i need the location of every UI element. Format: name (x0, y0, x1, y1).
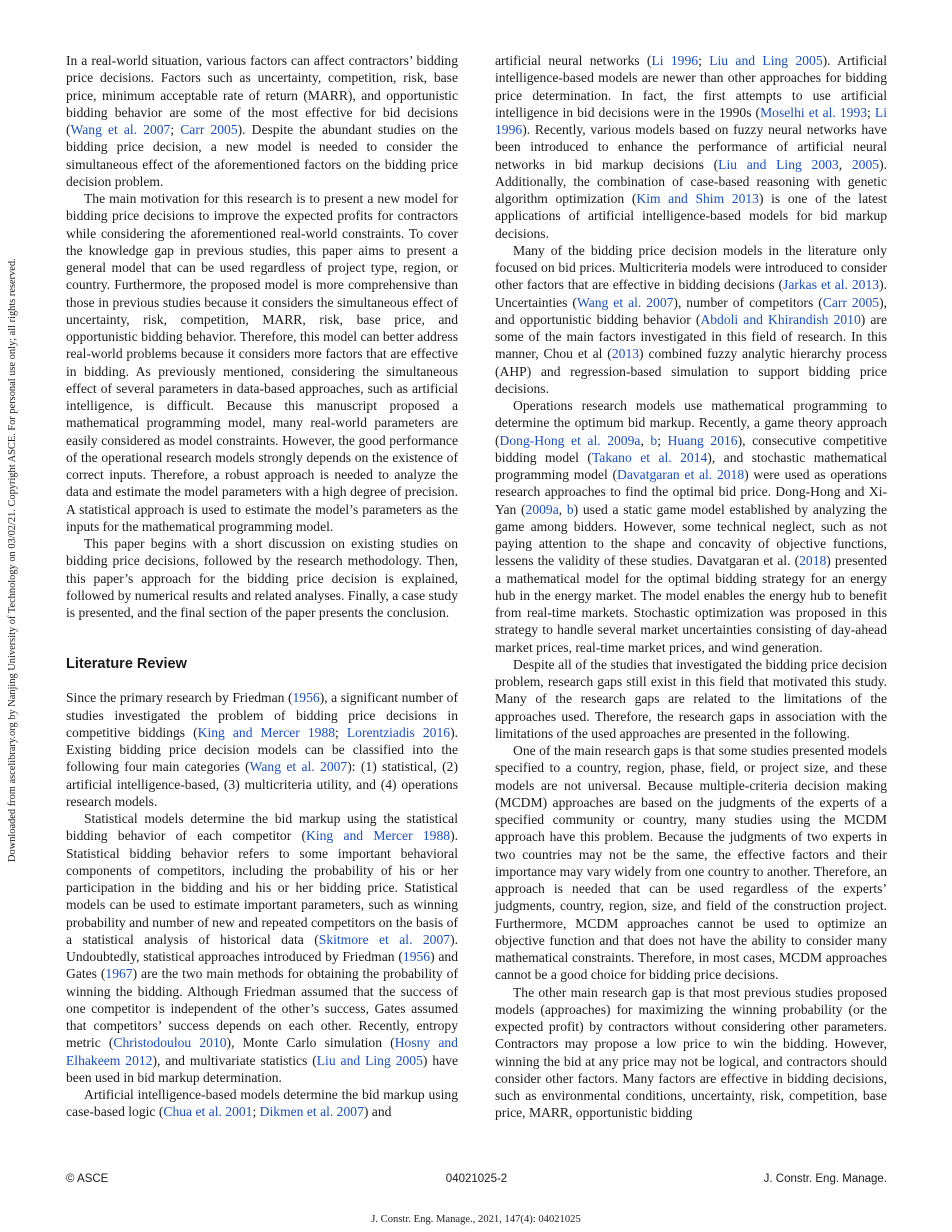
citation-link[interactable]: Huang 2016 (667, 432, 738, 448)
citation-link[interactable]: Chua et al. 2001 (163, 1104, 253, 1120)
paragraph (495, 656, 887, 742)
paragraph-text: ) have been used in bid markup determination. (66, 1052, 459, 1085)
paragraph-text: ). Recently, various models based on fuzzy neural networks have been introduced to enhance the performance of artificial neural networks in bid markup decisions ( (495, 122, 887, 172)
paragraph-text: The main motivation for this research is to present a new model for bidding price decisions to improve the expected profits for contractors while considering the aforementioned real-world constraints. To cover the knowledge gap in previous studies, this paper aims to present a general model that can be used regardless of project type, region, or country. Furthermore, the proposed model is more comprehensive than those in previous studies because it considers the simultaneous effect of uncertainty, risk, competition, MARR, risk, base price, and opportunistic bidding behavior. Therefore, this model can better address real-world problems because it considers more factors that are effective in bidding. As previously mentioned, considering the simultaneous effect of several parameters in data-based approaches, such as artificial intelligence, is difficult. Because this manuscript proposed a mathematical programming model, many real-world parameters are easily considered as model constraints. However, the good performance of the operational research models strongly depends on the existence of correct inputs. Therefore, a robust approach is needed to analyze the data and estimate the model parameters with a high degree of precision. A statistical approach is used to estimate the model’s parameters as the inputs for the mathematical programming model. (66, 191, 458, 534)
citation-link[interactable]: Wang et al. 2007 (70, 122, 171, 137)
copyright-label: © ASCE (66, 1173, 109, 1185)
citation-link[interactable]: Jarkas et al. 2013 (783, 277, 880, 293)
paragraph-text: , (640, 432, 651, 448)
paragraph (495, 742, 887, 984)
paragraph-text: Artificial intelligence-based models determine the bid markup using case-based logic ( (66, 1087, 458, 1120)
paragraph-text: artificial neural networks ( (495, 53, 652, 68)
citation-link[interactable]: 1956 (402, 949, 431, 964)
citation-link[interactable]: b (566, 501, 574, 517)
citation-link[interactable]: Skitmore et al. 2007 (318, 931, 451, 947)
download-notice: Downloaded from ascelibrary.org by Nanjing University of Technology on 03/02/21. Copyright ASCE. For personal use only; all rights reserved. (7, 258, 18, 862)
citation-link[interactable]: Dikmen et al. 2007 (259, 1104, 364, 1120)
paragraph-text: ) are some of the main factors investigated in this field of research. In this manner, Chou et al ( (495, 311, 887, 362)
citation-link[interactable]: Hosny and Elhakeem 2012 (66, 1035, 458, 1068)
citation-link[interactable]: Dong-Hong et al. 2009a (499, 432, 641, 448)
paragraph-text: ) used a static game model established by analyzing the game among bidders. However, some technical neglect, such as not paying attention to the shape and concavity of objective functions, lessens the validity of these studies. Davatgaran et al. ( (495, 501, 887, 569)
paragraph-text: ), and stochastic mathematical programming model ( (495, 449, 888, 482)
citation-link[interactable]: Lorentziadis 2016 (346, 724, 451, 740)
paragraph-text: ). Uncertainties ( (495, 277, 887, 310)
citation-link[interactable]: 1967 (105, 966, 133, 982)
paragraph-text: ; (657, 432, 668, 448)
paragraph-text: , (838, 156, 852, 172)
paragraph (66, 52, 458, 190)
paragraph-text: Despite all of the studies that investigated the bidding price decision problem, research gaps still exist in this field that motivated this study. Many of the research gaps are related to the limitations of the approaches used. Therefore, the research gaps in association with the limitations of the used approaches are presented in the following. (495, 656, 887, 741)
paragraph-text: ), and multivariate statistics ( (152, 1052, 317, 1068)
citation-link[interactable]: Li 1996 (651, 53, 699, 68)
paragraph-text: ; (867, 104, 875, 120)
citation-link[interactable]: Carr 2005 (822, 294, 880, 310)
paragraph-text: ) and (363, 1104, 392, 1120)
paragraph-text: ), Monte Carlo simulation ( (226, 1035, 395, 1051)
paragraph-text: ). Statistical bidding behavior refers to some important behavioral components of competitors, including the probability of his or her participation in the bidding and his or her bidding price. Statistical models can be used to estimate important parameters, such as winning probability and number of new and repeated competitors on the basis of a statistical analysis of historical data ( (66, 828, 458, 947)
paragraph (66, 810, 458, 1086)
citation-link[interactable]: Li 1996 (495, 104, 887, 137)
paragraph-text: Operations research models use mathematical programming to determine the optimum bid markup. Recently, a game theory approach ( (495, 398, 887, 448)
paragraph-text: ) combined fuzzy analytic hierarchy process (AHP) and regression-based simulation to support bidding price decisions. (495, 346, 887, 396)
paragraph-text: ). Existing bidding price decision models can be classified into the following four main categories ( (66, 724, 458, 775)
paragraph-text: ), number of competitors ( (673, 294, 823, 310)
citation-link[interactable]: 1956 (292, 690, 320, 706)
section-heading: Literature Review (66, 656, 187, 673)
citation-link[interactable]: Kim and Shim 2013 (636, 191, 759, 206)
left-column (66, 52, 458, 1121)
article-number: 04021025-2 (445, 1173, 508, 1185)
paragraph-text: The other main research gap is that most previous studies proposed models (approaches) for maximizing the winning probability (or the expected profit) by contractors without considering other parameters. Contractors may propose a low price to win the bidding. However, winning the bid at any price may not be logical, and contractors should consider other factors. Many factors are effective in bidding decisions, such as environmental conditions, uncertainty, risk, competition, base price, MARR, opportunistic bidding (495, 984, 887, 1121)
right-column (495, 52, 887, 1122)
citation-line: J. Constr. Eng. Manage., 2021, 147(4): 04021025 (371, 1214, 581, 1225)
paragraph-text: ; (170, 122, 181, 137)
citation-link[interactable]: Takano et al. 2014 (591, 449, 708, 465)
paragraph-text: ) were used as operations research approaches to find the optimal bid price. Dong-Hong and Xi-Yan ( (495, 467, 887, 517)
citation-link[interactable]: Wang et al. 2007 (249, 759, 348, 775)
paragraph-text: ): (1) statistical, (2) artificial intelligence-based, (3) multicriteria utility, and (4) operations research models. (66, 759, 458, 809)
journal-name: J. Constr. Eng. Manage. (763, 1173, 887, 1185)
paragraph-text: ) are the two main methods for obtaining the probability of winning the bidding. Although Friedman assumed that the success of one competitor is independent of the other’s success, Gates assumed that competitors’ success depends on each other. Recently, entropy metric ( (66, 966, 458, 1051)
paragraph-text: ; (698, 53, 710, 68)
paragraph-text: ) presented a mathematical model for the optimal bidding strategy for an energy hub in the energy market. The model enables the energy hub to benefit from real-time markets. Stochastic optimization was proposed in this strategy to handle several market uncertainties consisting of day-ahead market prices, real-time market prices, and wind generation. (495, 553, 888, 655)
citation-link[interactable]: King and Mercer 1988 (197, 724, 336, 740)
citation-link[interactable]: Abdoli and Khirandish 2010 (700, 311, 861, 327)
paragraph-text: ). Undoubtedly, statistical approaches introduced by Friedman ( (66, 931, 459, 964)
paragraph-text: ), consecutive competitive bidding model ( (495, 432, 888, 465)
citation-link[interactable]: 2018 (799, 553, 827, 569)
paragraph (66, 190, 458, 535)
citation-link[interactable]: 2005 (851, 156, 880, 172)
paragraph-text: , (558, 501, 567, 517)
citation-link[interactable]: Wang et al. 2007 (576, 294, 674, 310)
page-footer (66, 1173, 887, 1189)
citation-link[interactable]: Christodoulou 2010 (113, 1035, 227, 1051)
paragraph (495, 397, 887, 656)
paragraph-text: In a real-world situation, various factors can affect contractors’ bidding price decisions. Factors such as uncertainty, competition, risk, base price, minimum acceptable rate of return (MARR), and opportunistic bidding behavior are some of the most effective for bid decisions ( (66, 53, 458, 137)
citation-link[interactable]: Liu and Ling 2003 (718, 156, 839, 172)
paragraph-text: ), and opportunistic bidding behavior ( (495, 294, 887, 327)
paragraph-text: ) and Gates ( (66, 949, 458, 982)
paragraph-text: ), a significant number of studies investigated the problem of bidding price decisions in competitive biddings ( (66, 690, 458, 740)
citation-link[interactable]: 2013 (611, 346, 640, 362)
paragraph-text: This paper begins with a short discussion on existing studies on bidding price decisions, followed by the research methodology. Then, this paper’s approach for the bidding price decision is explained, followed by numerical results and related analyses. Finally, a case study is presented, and the final section of the paper presents the conclusion. (66, 536, 458, 620)
paragraph-text: One of the main research gaps is that some studies presented models specified to a country, region, phase, field, or project size, and these models are not universal. Because multiple-criteria decision making (MCDM) approaches are based on the judgments of the experts of a specified community or country, many studies using the MCDM approach have this problem. Because the judgments of two experts in two countries may not be the same, the effective factors and their importance may vary widely from one country to another. Therefore, an approach is needed that can be used regardless of the experts’ judgments, country, region, size, and field of the construction project. Furthermore, MCDM approaches cannot be used to optimize an objective function and that does not have the ability to consider many mathematical constraints. Therefore, in most cases, MCDM approaches cannot be a good choice for bidding price decisions. (495, 743, 887, 983)
paragraph-text: ) is one of the latest applications of artificial intelligence-based models for bid markup decisions. (495, 191, 887, 241)
citation-link[interactable]: Carr 2005 (180, 122, 238, 137)
paragraph (495, 52, 887, 242)
paragraph (495, 242, 887, 397)
paragraph (66, 535, 458, 621)
paragraph-text: ). Despite the abundant studies on the bidding price decision, a new model is needed to consider the simultaneous effect of the aforementioned factors on the bidding price decision problem. (66, 122, 458, 189)
paragraph-text: Since the primary research by Friedman ( (66, 690, 293, 706)
citation-link[interactable]: b (650, 432, 658, 448)
paragraph (66, 1086, 458, 1121)
paragraph (66, 689, 458, 810)
citation-link[interactable]: Davatgaran et al. 2018 (617, 467, 745, 482)
citation-link[interactable]: Liu and Ling 2005 (709, 53, 823, 68)
citation-link[interactable]: 2009a (525, 501, 559, 517)
paragraph-text: Statistical models determine the bid markup using the statistical bidding behavior of each competitor ( (66, 811, 458, 844)
paragraph-text: Many of the bidding price decision models in the literature only focused on bid prices. Multicriteria models were introduced to consider other factors that are effective in bidding decisions ( (495, 242, 887, 293)
paragraph-text: ). Additionally, the combination of case-based reasoning with genetic algorithm optimization ( (495, 156, 887, 206)
paragraph-text: ; (252, 1104, 260, 1120)
paragraph-text: ; (335, 724, 347, 740)
citation-link[interactable]: Liu and Ling 2005 (316, 1052, 423, 1068)
paragraph-text: ). Artificial intelligence-based models are newer than other approaches for bidding price determination. In fact, the first attempts to use artificial intelligence in bid decisions were in the 1990s ( (495, 53, 887, 120)
citation-link[interactable]: Moselhi et al. 1993 (760, 104, 868, 120)
paragraph (495, 984, 887, 1122)
citation-link[interactable]: King and Mercer 1988 (306, 828, 451, 844)
